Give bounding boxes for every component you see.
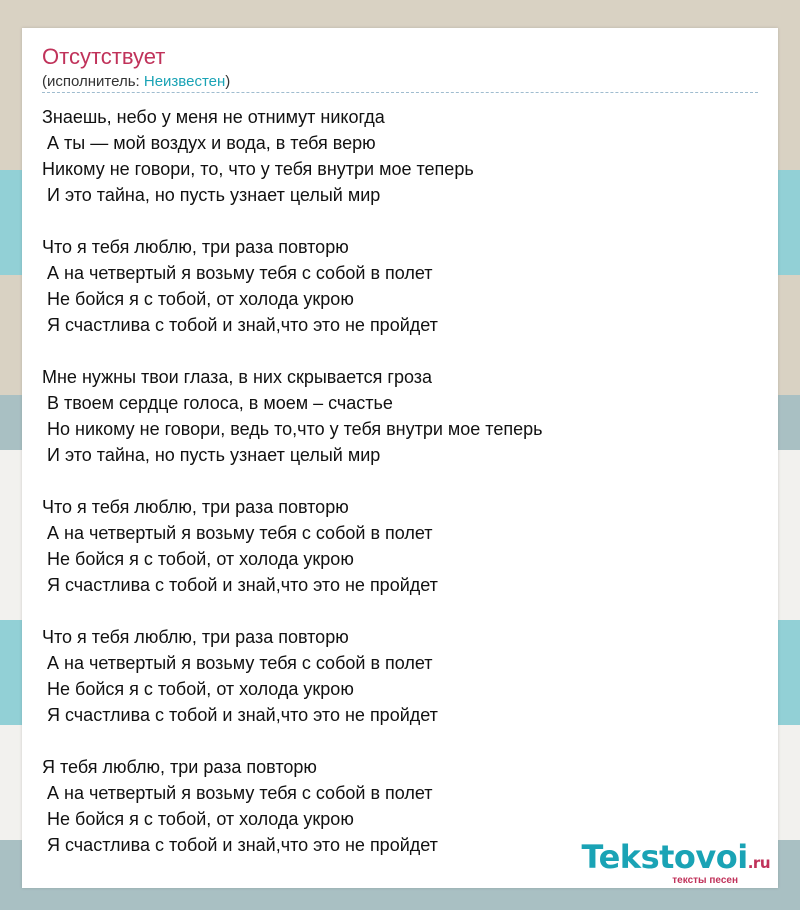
lyric-line: Что я тебя люблю, три раза повторю [42, 627, 349, 647]
site-logo[interactable] [582, 840, 770, 886]
blank-line [42, 338, 543, 364]
blank-line [42, 208, 543, 234]
lyric-line: В твоем сердце голоса, в моем – счастье [42, 393, 393, 413]
logo-name: Tekstovoi [581, 838, 748, 876]
artist-suffix: ) [225, 73, 231, 90]
artist-prefix: (исполнитель: [42, 73, 144, 90]
lyric-line: А на четвертый я возьму тебя с собой в полет [42, 263, 433, 283]
lyric-line: Знаешь, небо у меня не отнимут никогда [42, 107, 385, 127]
lyric-line: Я тебя люблю, три раза повторю [42, 757, 317, 777]
lyric-line: Что я тебя люблю, три раза повторю [42, 497, 349, 517]
blank-line [42, 598, 543, 624]
lyric-line: Никому не говори, то, что у тебя внутри мое теперь [42, 159, 474, 179]
lyric-line: Я счастлива с тобой и знай,что это не пройдет [42, 705, 438, 725]
lyric-line: И это тайна, но пусть узнает целый мир [42, 185, 381, 205]
lyric-line: Не бойся я с тобой, от холода укрою [42, 679, 354, 699]
lyric-line: А ты — мой воздух и вода, в тебя верю [42, 133, 376, 153]
blank-line [42, 728, 543, 754]
song-title: Отсутствует [42, 44, 166, 69]
lyric-line: И это тайна, но пусть узнает целый мир [42, 445, 381, 465]
lyrics-text [42, 104, 543, 858]
lyrics-card [22, 28, 778, 888]
logo-wordmark [582, 840, 770, 880]
logo-tagline: тексты песен [672, 875, 738, 886]
lyric-line: Я счастлива с тобой и знай,что это не пройдет [42, 575, 438, 595]
lyric-line: А на четвертый я возьму тебя с собой в полет [42, 783, 433, 803]
artist-line [42, 73, 230, 90]
blank-line [42, 468, 543, 494]
lyric-line: Не бойся я с тобой, от холода укрою [42, 549, 354, 569]
lyric-line: Но никому не говори, ведь то,что у тебя внутри мое теперь [42, 419, 543, 439]
lyric-line: Не бойся я с тобой, от холода укрою [42, 289, 354, 309]
lyric-line: Я счастлива с тобой и знай,что это не пройдет [42, 315, 438, 335]
lyric-line: Мне нужны твои глаза, в них скрывается гроза [42, 367, 433, 387]
lyric-line: Что я тебя люблю, три раза повторю [42, 237, 349, 257]
logo-tld: .ru [747, 854, 770, 872]
lyric-line: А на четвертый я возьму тебя с собой в полет [42, 653, 433, 673]
lyric-line: А на четвертый я возьму тебя с собой в полет [42, 523, 433, 543]
lyric-line: Не бойся я с тобой, от холода укрою [42, 809, 354, 829]
artist-link[interactable]: Неизвестен [143, 73, 226, 90]
lyric-line: Я счастлива с тобой и знай,что это не пройдет [42, 835, 438, 855]
title-divider [42, 92, 758, 93]
